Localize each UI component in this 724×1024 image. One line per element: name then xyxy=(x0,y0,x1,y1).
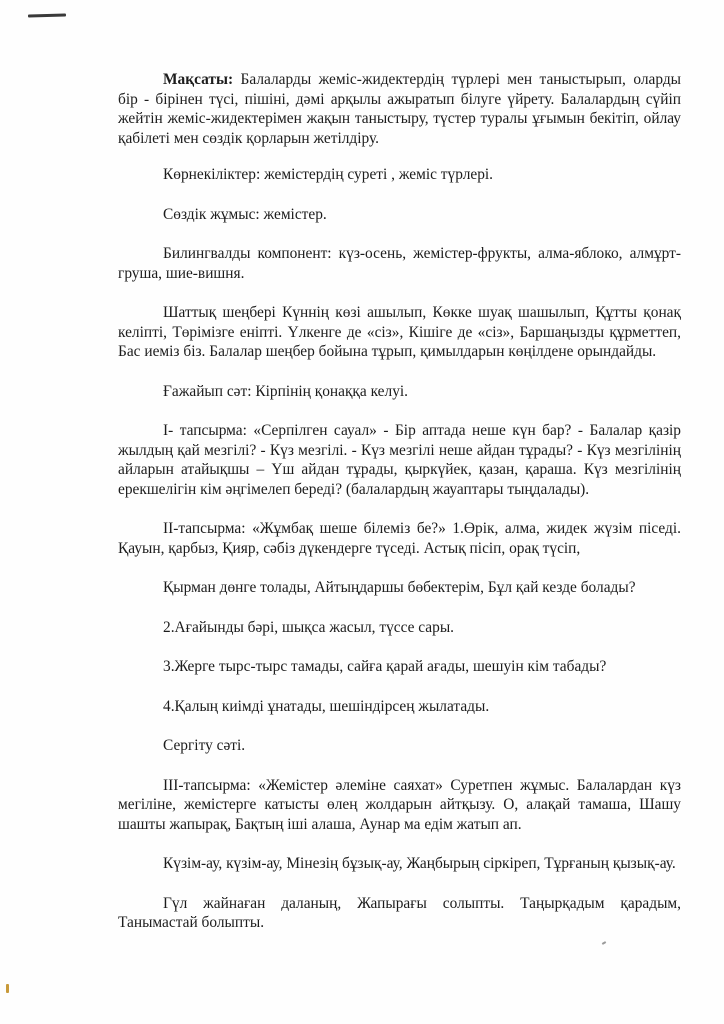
riddle2-paragraph: 2.Ағайынды бәрі, шықса жасыл, түссе сары. xyxy=(163,618,455,636)
scan-dot xyxy=(6,984,9,993)
purpose-paragraph xyxy=(118,70,681,148)
task1-paragraph: I- тапсырма: «Серпілген сауал» - Бір аптада неше күн бар? - Балалар қазір жылдың қай мезгілі? - Күз мезгілі. - Күз мезгілі неше айдан тұрады? - Күз мезгілінің айларын атайықшы – Үш айдан тұрады, қыркүйек, қазан, қараша. Күз мезгілінің ерекшелігін кім әңгімелеп береді? (балалардың жауаптары тыңдалады). xyxy=(118,422,681,498)
document-body xyxy=(118,70,681,933)
bilingual-paragraph: Билингвалды компонент: күз-осень, жемістер-фрукты, алма-яблоко, алмұрт-груша, шие-вишня. xyxy=(118,245,681,282)
circle-paragraph: Шаттық шеңбері Күннің көзі ашылып, Көкке шуақ шашылып, Құтты қонақ келіпті, Төрімізге еніпті. Үлкенге де «сіз», Кішіге де «сіз», Баршаңызды құрметтеп, Бас иеміз біз. Балалар шеңбер бойына тұрып, қимылдарын көңілдене орындайды. xyxy=(118,304,681,360)
scan-mark xyxy=(28,14,66,18)
task2-paragraph: II-тапсырма: «Жұмбақ шеше білеміз бе?» 1.Өрік, алма, жидек жүзім піседі. Қауын, қарбыз, Қияр, сәбіз дүкендерге түседі. Астық пісіп, орақ түсіп, xyxy=(118,520,681,557)
task3-paragraph: III-тапсырма: «Жемістер әлеміне саяхат» Суретпен жұмыс. Балалардан күз мегіліне, жемістерге катысты өлең жолдарын айтқызу. О, алақай тамаша, Шашу шашты жапырақ, Бақтың іші алаша, Аунар ма едім жатып ап. xyxy=(118,776,681,833)
exercise-paragraph: Сергіту сәті. xyxy=(163,737,246,754)
scan-tick xyxy=(602,941,606,945)
visual-aids-paragraph: Көрнекіліктер: жемістердің суреті , жеміс түрлері. xyxy=(163,166,494,183)
riddle1-continuation: Қырман дөнге толады, Айтыңдаршы бөбектерім, Бұл қай кезде болады? xyxy=(163,579,636,596)
poem1-paragraph: Күзім-ау, күзім-ау, Мінезің бұзық-ау, Жаңбырың сіркіреп, Тұрғаның қызық-ау. xyxy=(163,855,676,872)
wonder-moment-paragraph: Ғажайып сәт: Кірпінің қонаққа келуі. xyxy=(163,382,409,400)
vocabulary-paragraph: Сөздік жұмыс: жемістер. xyxy=(163,205,327,223)
riddle3-paragraph: 3.Жерге тырс-тырс тамады, сайға қарай ағады, шешуін кім табады? xyxy=(163,658,607,675)
riddle4-paragraph: 4.Қалың киімді ұнатады, шешіндірсең жылатады. xyxy=(163,697,490,715)
purpose-text: Балаларды жеміс-жидектердің түрлері мен таныстырып, оларды бір - бірінен түсі, пішіні, дәмі арқылы ажыратып білуге үйрету. Балалардың сүйіп жейтін жеміс-жидектерімен жақын таныстыру, түстер туралы ұғымын бекітіп, ойлау қабілеті мен сөздік қорларын жетілдіру. xyxy=(118,71,681,147)
poem2-paragraph: Гүл жайнаған даланың, Жапырағы солыпты. Таңырқадым қарадым, Танымастай болыпты. xyxy=(118,894,681,931)
purpose-label: Мақсаты: xyxy=(163,71,234,88)
